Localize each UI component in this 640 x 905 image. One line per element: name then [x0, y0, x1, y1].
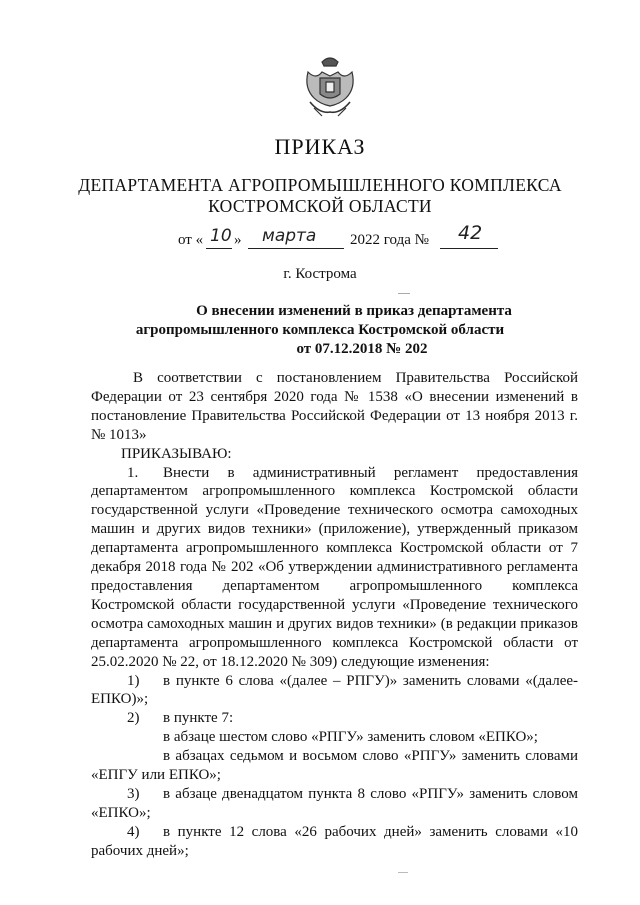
- coat-of-arms-emblem: [300, 52, 360, 120]
- point-1: [91, 464, 578, 672]
- subject-line-2: агропромышленного комплекса Костромской области: [135, 322, 505, 338]
- subpoint-3-text: в абзаце двенадцатом пункта 8 слово «РПГУ» заменить словом «ЕПКО»;: [91, 785, 578, 821]
- subpoint-4-text: в пункте 12 слова «26 рабочих дней» заменить словами «10 рабочих дней»;: [91, 823, 578, 859]
- subpoint-4-number: 4): [127, 823, 140, 840]
- point-1-text: Внести в административный регламент предоставления департаментом агропромышленного комплекса Костромской области государственной услуги «Проведение технического осмотра самоходных машин и других видов техники» (приложение), утвержденный приказом департамента агропромышленного комплекса Костромской области от 7 декабря 2018 года № 202 «Об утверждении административного регламента предоставления департаментом агропромышленного комплекса Костромской области государственной услуги «Проведение технического осмотра самоходных машин и других видов техники» (в редакции приказов департамента агропромышленного комплекса Костромской области от 25.02.2020 № 22, от 18.12.2020 № 309) следующие изменения:: [91, 464, 578, 670]
- subpoint-1-number: 1): [127, 672, 140, 689]
- department-heading: [0, 175, 640, 217]
- pencil-mark: [398, 293, 410, 294]
- subpoint-1-text: в пункте 6 слова «(далее – РПГУ)» заменить словами «(далее-ЕПКО)»;: [91, 672, 578, 708]
- subject-line-3: от 07.12.2018 № 202: [296, 341, 428, 357]
- footer-mark: [398, 872, 408, 873]
- date-number-line: [178, 222, 508, 250]
- month-underline: [248, 248, 344, 249]
- number-underline: [440, 248, 498, 249]
- date-year-text: 2022 года №: [350, 232, 429, 248]
- subpoint-3-number: 3): [127, 785, 140, 802]
- subject-line-1: О внесении изменений в приказ департамента: [196, 303, 512, 319]
- subpoint-4: [91, 823, 578, 861]
- subpoint-2-number: 2): [127, 710, 140, 727]
- day-underline: [206, 248, 232, 249]
- subpoint-2-text: в пункте 7:: [163, 710, 234, 727]
- document-body: [91, 369, 578, 861]
- point-1-number: 1.: [127, 464, 139, 481]
- subpoint-2a-text: в абзаце шестом слово «РПГУ» заменить словом «ЕПКО»;: [163, 729, 538, 746]
- doc-number-handwritten: 42: [458, 222, 483, 244]
- date-day-handwritten: 10: [210, 226, 232, 246]
- city-line: г. Кострома: [283, 266, 357, 282]
- subpoint-3: [91, 785, 578, 823]
- date-prefix: от «: [178, 232, 204, 248]
- subpoint-2: [91, 709, 578, 728]
- subpoint-1: [91, 672, 578, 710]
- doc-type-heading: ПРИКАЗ: [274, 134, 366, 159]
- date-mid: »: [234, 232, 242, 248]
- department-line-1: ДЕПАРТАМЕНТА АГРОПРОМЫШЛЕННОГО КОМПЛЕКСА: [78, 175, 562, 195]
- date-month-handwritten: марта: [262, 226, 317, 246]
- subpoint-2a: [19, 728, 578, 747]
- subpoint-2b: в абзацах седьмом и восьмом слово «РПГУ» заменить словами «ЕПГУ или ЕПКО»;: [91, 748, 578, 784]
- subject-heading: [0, 302, 640, 359]
- order-word: ПРИКАЗЫВАЮ:: [121, 445, 232, 462]
- department-line-2: КОСТРОМСКОЙ ОБЛАСТИ: [208, 196, 432, 216]
- preamble-paragraph: В соответствии с постановлением Правительства Российской Федерации от 23 сентября 2020 года № 1538 «О внесении изменений в постановление Правительства Российской Федерации от 13 ноября 2013 г. № 1013»: [91, 370, 578, 443]
